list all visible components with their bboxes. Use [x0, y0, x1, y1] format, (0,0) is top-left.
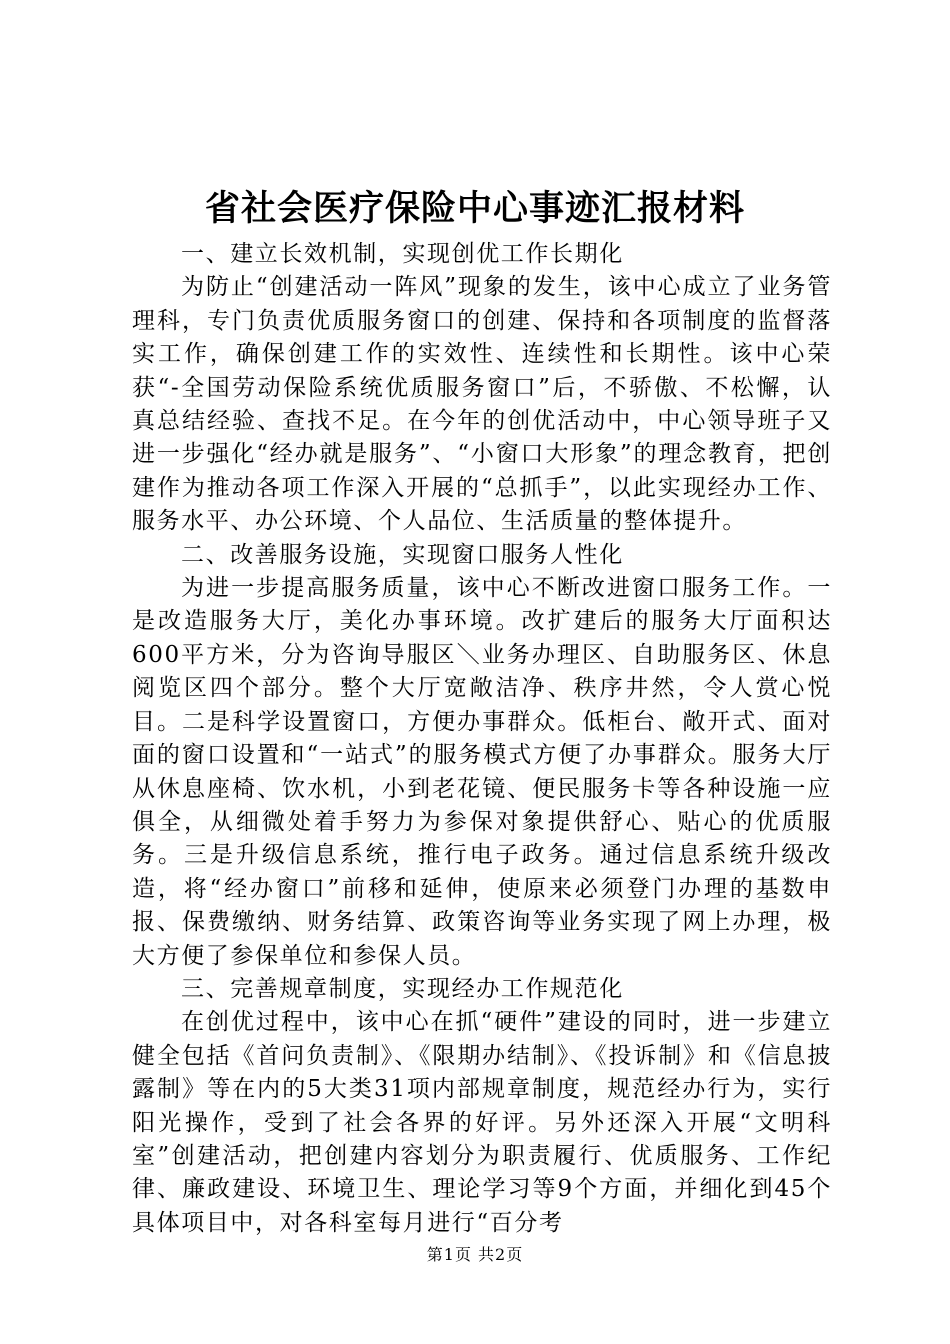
section-paragraph-2: 为进一步提高服务质量，该中心不断改进窗口服务工作。一是改造服务大厅，美化办事环境。改扩建后的服务大厅面积达600平方米，分为咨询导服区＼业务办理区、自助服务区、休息阅览区四个部分。整个大厅宽敞洁净、秩序井然，令人赏心悦目。二是科学设置窗口，方便办事群众。低柜台、敞开式、面对面的窗口设置和“一站式”的服务模式方便了办事群众。服务大厅从休息座椅、饮水机，小到老花镜、便民服务卡等各种设施一应俱全，从细微处着手努力为参保对象提供舒心、贴心的优质服务。三是升级信息系统，推行电子政务。通过信息系统升级改造，将“经办窗口”前移和延伸，使原来必须登门办理的基数申报、保费缴纳、财务结算、政策咨询等业务实现了网上办理，极大方便了参保单位和参保人员。 — [132, 575, 832, 969]
document-title: 省社会医疗保险中心事迹汇报材料 — [204, 188, 745, 229]
page-footer: 第1页 共2页 — [426, 1245, 524, 1264]
section-paragraph-1: 为防止“创建活动一阵风”现象的发生，该中心成立了业务管理科，专门负责优质服务窗口的创建、保持和各项制度的监督落实工作，确保创建工作的实效性、连续性和长期性。该中心荣获“-全国劳动保险系统优质服务窗口”后，不骄傲、不松懈，认真总结经验、查找不足。在今年的创优活动中，中心领导班子又进一步强化“经办就是服务”、“小窗口大形象”的理念教育，把创建作为推动各项工作深入开展的“总抓手”，以此实现经办工作、服务水平、办公环境、个人品位、生活质量的整体提升。 — [132, 274, 832, 535]
section-paragraph-3: 在创优过程中，该中心在抓“硬件”建设的同时，进一步建立健全包括《首问负责制》、《限期办结制》、《投诉制》和《信息披露制》等在内的5大类31项内部规章制度，规范经办行为，实行阳光操作，受到了社会各界的好评。另外还深入开展“文明科室”创建活动，把创建内容划分为职责履行、优质服务、工作纪律、廉政建设、环境卫生、理论学习等9个方面，并细化到45个具体项目中，对各科室每月进行“百分考 — [132, 1009, 832, 1236]
section-heading-3: 三、完善规章制度，实现经办工作规范化 — [181, 975, 624, 1002]
document-body — [132, 238, 832, 1240]
section-heading-2: 二、改善服务设施，实现窗口服务人性化 — [181, 541, 624, 568]
section-heading-1: 一、建立长效机制，实现创优工作长期化 — [181, 241, 624, 267]
